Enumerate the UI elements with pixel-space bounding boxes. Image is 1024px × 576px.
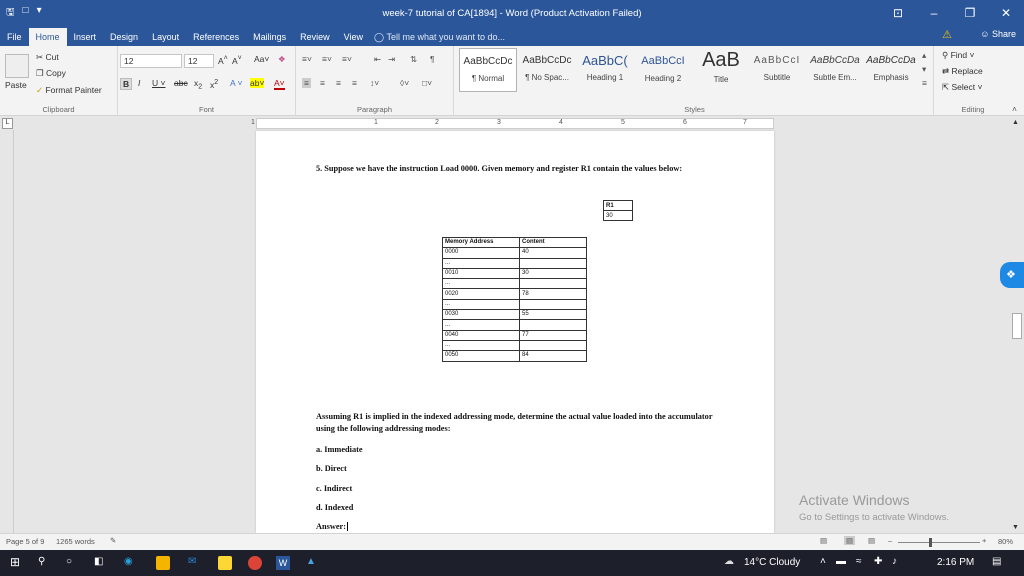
input-icon[interactable]: ✚ bbox=[874, 556, 883, 567]
register-header: R1 bbox=[604, 201, 633, 211]
new-document-icon[interactable]: □ bbox=[22, 4, 29, 16]
zoom-out-icon[interactable]: – bbox=[888, 536, 893, 545]
paste-button[interactable]: Paste bbox=[5, 80, 27, 90]
bold-button[interactable]: B bbox=[120, 78, 132, 90]
clipboard-label: Clipboard bbox=[42, 105, 75, 114]
cut-button[interactable]: ✂ Cut bbox=[36, 52, 59, 62]
pilcrow-icon[interactable]: ¶ bbox=[430, 54, 435, 64]
activate-windows-title: Activate Windows bbox=[799, 492, 910, 508]
minimize-button[interactable]: – bbox=[930, 6, 938, 20]
dropbox-icon[interactable]: ❖ bbox=[1000, 262, 1024, 288]
table-row: 0030 55 bbox=[443, 310, 587, 320]
register-value: 30 bbox=[604, 211, 633, 221]
style-no-spacing[interactable]: AaBbCcDc ¶ No Spac... bbox=[522, 55, 572, 82]
memory-header-content: Content bbox=[520, 238, 587, 248]
replace-icon: ⇄ bbox=[942, 66, 952, 76]
superscript-button[interactable]: $x^2$ bbox=[210, 78, 219, 90]
tab-layout[interactable]: Layout bbox=[152, 32, 180, 42]
line-spacing-icon[interactable]: ↕˅ bbox=[370, 78, 380, 88]
style-emphasis[interactable]: AaBbCcDa Emphasis bbox=[866, 55, 916, 82]
ribbon-tabs bbox=[0, 26, 1024, 46]
increase-indent-icon[interactable]: ⇥ bbox=[388, 54, 396, 64]
share-button[interactable]: ☺ Share bbox=[980, 29, 1016, 39]
table-row: 0000 40 bbox=[443, 248, 587, 258]
font-label: Font bbox=[198, 105, 214, 114]
styles-more-icon[interactable]: ≡ bbox=[922, 78, 927, 88]
clock-time[interactable]: 2:16 PM bbox=[937, 557, 975, 568]
window-title: week-7 tutorial of CA[1894] - Word (Product Activation Failed) bbox=[382, 8, 642, 19]
style-heading-2[interactable]: AaBbCcI Heading 2 bbox=[641, 55, 685, 83]
decrease-indent-icon[interactable]: ⇤ bbox=[374, 54, 382, 64]
style-heading-1[interactable]: AaBbC( Heading 1 bbox=[582, 53, 628, 82]
horizontal-ruler bbox=[0, 117, 1024, 130]
sort-icon[interactable]: ⇅ bbox=[410, 54, 418, 64]
bullets-icon[interactable]: ≡˅ bbox=[302, 54, 312, 64]
tab-insert[interactable]: Insert bbox=[73, 32, 97, 42]
cloud-icon: ☁ bbox=[724, 556, 734, 567]
store-icon[interactable] bbox=[156, 556, 170, 570]
table-row: 0010 30 bbox=[443, 268, 587, 278]
photos-icon[interactable]: ▲ bbox=[306, 556, 316, 567]
page-count[interactable]: Page 5 of 9 bbox=[6, 537, 45, 546]
style-subtitle[interactable]: AaBbCcI Subtitle bbox=[753, 55, 801, 82]
editing-label: Editing bbox=[961, 105, 985, 114]
zoom-slider-thumb[interactable] bbox=[929, 538, 932, 547]
read-mode-icon[interactable]: ▤ bbox=[820, 536, 828, 545]
scroll-up-icon[interactable]: ▲ bbox=[1012, 119, 1019, 126]
font-name-box[interactable]: 12 bbox=[120, 54, 182, 68]
proofing-icon[interactable]: ✎ bbox=[110, 536, 117, 545]
replace-button[interactable]: ⇄ Replace bbox=[942, 66, 983, 76]
copy-button[interactable]: ❐ Copy bbox=[36, 68, 66, 78]
activate-windows-subtitle: Go to Settings to activate Windows. bbox=[799, 512, 949, 523]
shading-icon[interactable]: ◊˅ bbox=[400, 78, 410, 88]
borders-icon[interactable]: □˅ bbox=[422, 78, 433, 88]
styles-label: Styles bbox=[684, 105, 705, 114]
person-icon: ☺ bbox=[980, 29, 992, 39]
tab-file[interactable]: File bbox=[7, 32, 22, 42]
paragraph-label: Paragraph bbox=[356, 105, 393, 114]
tell-me-box[interactable]: ◯ Tell me what you want to do... bbox=[374, 32, 505, 42]
scroll-thumb[interactable] bbox=[1012, 313, 1022, 339]
align-left-icon[interactable]: ≡ bbox=[304, 78, 309, 88]
document-page[interactable] bbox=[256, 131, 774, 533]
table-row: ... bbox=[443, 299, 587, 309]
collapse-ribbon-icon[interactable]: ˄ bbox=[1012, 104, 1017, 114]
styles-scroll-up-icon[interactable]: ▴ bbox=[922, 50, 927, 60]
mail-icon[interactable]: ✉ bbox=[188, 556, 197, 567]
justify-icon[interactable]: ≡ bbox=[352, 78, 357, 88]
text-effects-icon[interactable]: A ˅ bbox=[230, 78, 243, 88]
editing-group bbox=[936, 46, 1010, 116]
battery-icon[interactable]: ▬ bbox=[836, 556, 846, 567]
select-button[interactable]: ⇱ Select ˅ bbox=[942, 82, 983, 92]
quick-access-toolbar bbox=[0, 5, 42, 22]
brush-icon: ✓ bbox=[36, 85, 46, 95]
style-normal[interactable]: AaBbCcDc ¶ Normal bbox=[459, 48, 517, 92]
tab-selector-icon[interactable]: L bbox=[2, 118, 13, 129]
warning-icon[interactable]: ⚠ bbox=[942, 29, 952, 41]
option-c: c. Indirect bbox=[316, 484, 353, 493]
task-view-icon[interactable]: ◧ bbox=[94, 556, 104, 567]
table-row: 0040 77 bbox=[443, 330, 587, 340]
close-button[interactable]: ✕ bbox=[1000, 6, 1012, 20]
italic-button[interactable]: I bbox=[138, 78, 141, 88]
tab-design[interactable]: Design bbox=[110, 32, 139, 42]
grow-font-icon[interactable]: A˄ bbox=[218, 54, 228, 66]
paste-icon[interactable] bbox=[5, 54, 29, 78]
paragraph-group bbox=[296, 46, 454, 116]
tab-home[interactable]: Home bbox=[29, 28, 67, 46]
table-row: ... bbox=[443, 279, 587, 289]
taskbar bbox=[0, 550, 1024, 576]
scissors-icon: ✂ bbox=[36, 52, 46, 62]
zoom-level[interactable]: 80% bbox=[998, 537, 1014, 546]
styles-group bbox=[456, 46, 934, 116]
multilevel-list-icon[interactable]: ≡˅ bbox=[342, 54, 352, 64]
numbering-icon[interactable]: ≡˅ bbox=[322, 54, 332, 64]
align-right-icon[interactable]: ≡ bbox=[336, 78, 341, 88]
table-row: ... bbox=[443, 258, 587, 268]
windows-start-icon[interactable]: ⊞ bbox=[10, 555, 21, 569]
vertical-scrollbar[interactable] bbox=[1010, 117, 1024, 533]
change-case-icon[interactable]: Aa˅ bbox=[254, 54, 270, 64]
table-row: 0050 84 bbox=[443, 351, 587, 361]
assumption-text: Assuming R1 is implied in the indexed addressing mode, determine the actual value loaded into the accumulator using the following addressing modes: bbox=[316, 412, 713, 433]
align-center-icon[interactable]: ≡ bbox=[320, 78, 325, 88]
status-bar bbox=[0, 533, 1024, 550]
zoom-slider[interactable] bbox=[898, 542, 980, 543]
tab-view[interactable]: View bbox=[343, 32, 364, 42]
tray-expand-icon[interactable]: ˄ bbox=[820, 556, 826, 567]
search-icon: ⚲ bbox=[942, 50, 951, 60]
style-subtle-emphasis[interactable]: AaBbCcDa Subtle Em... bbox=[810, 55, 860, 82]
chrome-icon[interactable] bbox=[248, 556, 262, 570]
cursor-icon: ⇱ bbox=[942, 82, 952, 92]
customize-qat-icon[interactable]: ▾ bbox=[36, 4, 42, 16]
wifi-icon[interactable]: ≈ bbox=[856, 556, 862, 567]
window-controls bbox=[880, 0, 1024, 26]
clipboard-group bbox=[0, 46, 118, 116]
zoom-in-icon[interactable]: + bbox=[982, 536, 987, 545]
search-icon[interactable]: ⚲ bbox=[38, 556, 46, 567]
format-painter-button[interactable]: ✓ Format Painter bbox=[36, 85, 102, 95]
option-a: a. Immediate bbox=[316, 445, 363, 454]
option-b: b. Direct bbox=[316, 464, 347, 473]
question-5-text: 5. Suppose we have the instruction Load 0000. Given memory and register R1 contain the values below: bbox=[316, 164, 683, 173]
underline-button[interactable]: U ˅ bbox=[152, 78, 166, 88]
save-icon[interactable]: 🖫 bbox=[6, 6, 15, 18]
tab-mailings[interactable]: Mailings bbox=[253, 32, 287, 42]
word-count[interactable]: 1265 words bbox=[56, 537, 95, 546]
ribbon-display-options-icon[interactable]: ⊡ bbox=[892, 6, 904, 20]
shrink-font-icon[interactable]: A˅ bbox=[232, 54, 242, 66]
word-icon[interactable]: W bbox=[276, 556, 290, 570]
memory-table bbox=[442, 237, 587, 362]
register-table bbox=[603, 200, 633, 221]
table-row: ... bbox=[443, 320, 587, 330]
title-bar bbox=[0, 0, 1024, 26]
weather-status[interactable]: 14°C Cloudy bbox=[744, 557, 801, 568]
subscript-button[interactable]: $x_2$ bbox=[194, 78, 203, 91]
print-layout-icon[interactable]: ▤ bbox=[846, 536, 854, 545]
ribbon bbox=[0, 46, 1024, 116]
style-title[interactable]: AaB Title bbox=[702, 49, 740, 84]
styles-scroll-down-icon[interactable]: ▾ bbox=[922, 64, 927, 74]
web-layout-icon[interactable]: ▤ bbox=[868, 536, 876, 545]
font-color-icon[interactable]: A˅ bbox=[274, 78, 285, 88]
table-row: 0020 78 bbox=[443, 289, 587, 299]
copy-icon: ❐ bbox=[36, 68, 46, 78]
table-row: ... bbox=[443, 340, 587, 350]
memory-header-address: Memory Address bbox=[443, 238, 520, 248]
answer-label[interactable]: Answer: bbox=[316, 522, 346, 531]
font-group bbox=[118, 46, 296, 116]
tab-review[interactable]: Review bbox=[300, 32, 330, 42]
find-button[interactable]: ⚲ Find ˅ bbox=[942, 50, 975, 60]
edge-icon[interactable]: ◉ bbox=[124, 556, 133, 567]
tab-references[interactable]: References bbox=[193, 32, 240, 42]
restore-button[interactable]: ❐ bbox=[964, 6, 976, 20]
volume-icon[interactable]: ♪ bbox=[892, 556, 897, 567]
option-d: d. Indexed bbox=[316, 503, 354, 512]
clear-formatting-icon[interactable]: ❖ bbox=[278, 54, 286, 64]
file-explorer-icon[interactable] bbox=[218, 556, 232, 570]
notifications-icon[interactable]: ▤ bbox=[992, 556, 1002, 567]
strikethrough-button[interactable]: abc bbox=[174, 78, 188, 88]
vertical-ruler bbox=[0, 130, 14, 533]
scroll-down-icon[interactable]: ▼ bbox=[1012, 524, 1019, 531]
cortana-icon[interactable]: ○ bbox=[66, 556, 73, 567]
lightbulb-icon: ◯ bbox=[374, 32, 387, 42]
highlight-icon[interactable]: ab˅ bbox=[250, 78, 265, 88]
font-size-box[interactable]: 12 bbox=[184, 54, 214, 68]
ruler-track[interactable]: 1 1 2 3 4 5 6 7 bbox=[256, 118, 774, 129]
